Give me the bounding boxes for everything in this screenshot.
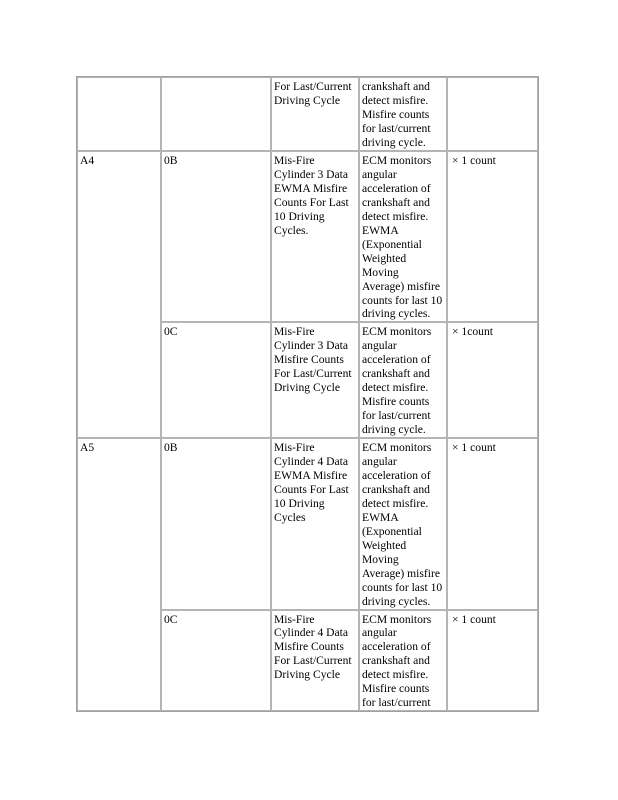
name-line: 10 Driving	[274, 209, 325, 223]
name-line: EWMA Misfire	[274, 181, 348, 195]
description-line: Misfire counts	[362, 107, 430, 121]
name-line: Cycles	[274, 510, 306, 524]
name-cell	[271, 77, 359, 151]
name-line: Cycles.	[274, 223, 309, 237]
table-row	[77, 151, 538, 322]
description-line: ECM monitors	[362, 154, 432, 167]
name-line: Mis-Fire	[274, 441, 315, 455]
description-line: detect misfire.	[362, 93, 429, 107]
name-line: For Last/Current	[274, 654, 352, 668]
name-line: Mis-Fire	[274, 325, 315, 339]
description-line: (Exponential	[362, 237, 422, 251]
description-line: Moving	[362, 265, 399, 279]
description-cell	[359, 610, 447, 712]
table-row	[77, 438, 538, 609]
description-cell	[359, 151, 447, 322]
table-row	[77, 77, 538, 151]
pid-cell	[161, 77, 271, 151]
address-cell: A5	[77, 438, 161, 711]
name-line: Counts For Last	[274, 195, 349, 209]
name-cell	[271, 151, 359, 322]
description-line: for last/current	[362, 409, 431, 423]
description-line: driving cycle.	[362, 135, 426, 149]
description-line: for last/current	[362, 696, 431, 710]
description-line: driving cycles.	[362, 594, 431, 608]
description-line: acceleration of	[362, 181, 431, 195]
name-line: Cylinder 3 Data	[274, 167, 349, 181]
description-line: angular	[362, 167, 397, 181]
description-line: acceleration of	[362, 640, 431, 654]
description-line: detect misfire.	[362, 209, 429, 223]
description-line: detect misfire.	[362, 381, 429, 395]
description-line: ECM monitors	[362, 441, 432, 455]
name-line: Cylinder 3 Data	[274, 339, 349, 353]
description-line: crankshaft and	[362, 654, 430, 668]
description-line: crankshaft and	[362, 80, 430, 93]
pid-cell: 0C	[161, 322, 271, 438]
description-cell	[359, 322, 447, 438]
name-cell	[271, 610, 359, 712]
description-cell	[359, 438, 447, 609]
name-line: Cylinder 4 Data	[274, 626, 349, 640]
description-line: Moving	[362, 552, 399, 566]
name-line: 10 Driving	[274, 496, 325, 510]
description-line: driving cycle.	[362, 423, 426, 437]
name-line: Counts For Last	[274, 482, 349, 496]
name-line: Mis-Fire	[274, 612, 315, 626]
description-line: angular	[362, 626, 397, 640]
description-line: EWMA	[362, 223, 399, 237]
name-line: EWMA Misfire	[274, 468, 348, 482]
description-line: Weighted	[362, 538, 407, 552]
name-line: For Last/Current	[274, 80, 352, 93]
description-line: counts for last 10	[362, 293, 443, 307]
address-cell	[77, 77, 161, 151]
description-line: crankshaft and	[362, 367, 430, 381]
description-line: EWMA	[362, 510, 399, 524]
name-line: Driving Cycle	[274, 381, 341, 395]
description-cell	[359, 77, 447, 151]
pid-cell: 0C	[161, 610, 271, 712]
name-line: Driving Cycle	[274, 93, 341, 107]
description-line: angular	[362, 455, 397, 469]
description-line: ECM monitors	[362, 612, 432, 626]
name-cell	[271, 322, 359, 438]
pid-cell: 0B	[161, 438, 271, 609]
unit-text: × 1 count	[452, 612, 496, 626]
unit-cell	[447, 438, 538, 609]
unit-cell	[447, 151, 538, 322]
description-line: Weighted	[362, 251, 407, 265]
name-line: Cylinder 4 Data	[274, 455, 349, 469]
description-line: detect misfire.	[362, 496, 429, 510]
description-line: acceleration of	[362, 353, 431, 367]
address-cell: A4	[77, 151, 161, 438]
description-line: crankshaft and	[362, 195, 430, 209]
description-line: crankshaft and	[362, 482, 430, 496]
name-line: Driving Cycle	[274, 668, 341, 682]
unit-cell	[447, 322, 538, 438]
description-line: Average) misfire	[362, 566, 441, 580]
data-table	[76, 76, 539, 712]
name-cell	[271, 438, 359, 609]
unit-text: × 1 count	[452, 154, 496, 167]
description-line: detect misfire.	[362, 668, 429, 682]
name-line: For Last/Current	[274, 367, 352, 381]
unit-text: × 1count	[452, 325, 493, 339]
description-line: counts for last 10	[362, 580, 443, 594]
table-body	[77, 77, 538, 711]
description-line: Average) misfire	[362, 279, 441, 293]
unit-text: × 1 count	[452, 441, 496, 455]
description-line: driving cycles.	[362, 307, 431, 321]
pid-cell: 0B	[161, 151, 271, 322]
name-line: Misfire Counts	[274, 353, 344, 367]
description-line: Misfire counts	[362, 682, 430, 696]
description-line: for last/current	[362, 121, 431, 135]
description-line: acceleration of	[362, 468, 431, 482]
description-line: angular	[362, 339, 397, 353]
description-line: Misfire counts	[362, 395, 430, 409]
description-line: (Exponential	[362, 524, 422, 538]
name-line: Mis-Fire	[274, 154, 315, 167]
description-line: ECM monitors	[362, 325, 432, 339]
unit-cell	[447, 77, 538, 151]
name-line: Misfire Counts	[274, 640, 344, 654]
unit-cell	[447, 610, 538, 712]
